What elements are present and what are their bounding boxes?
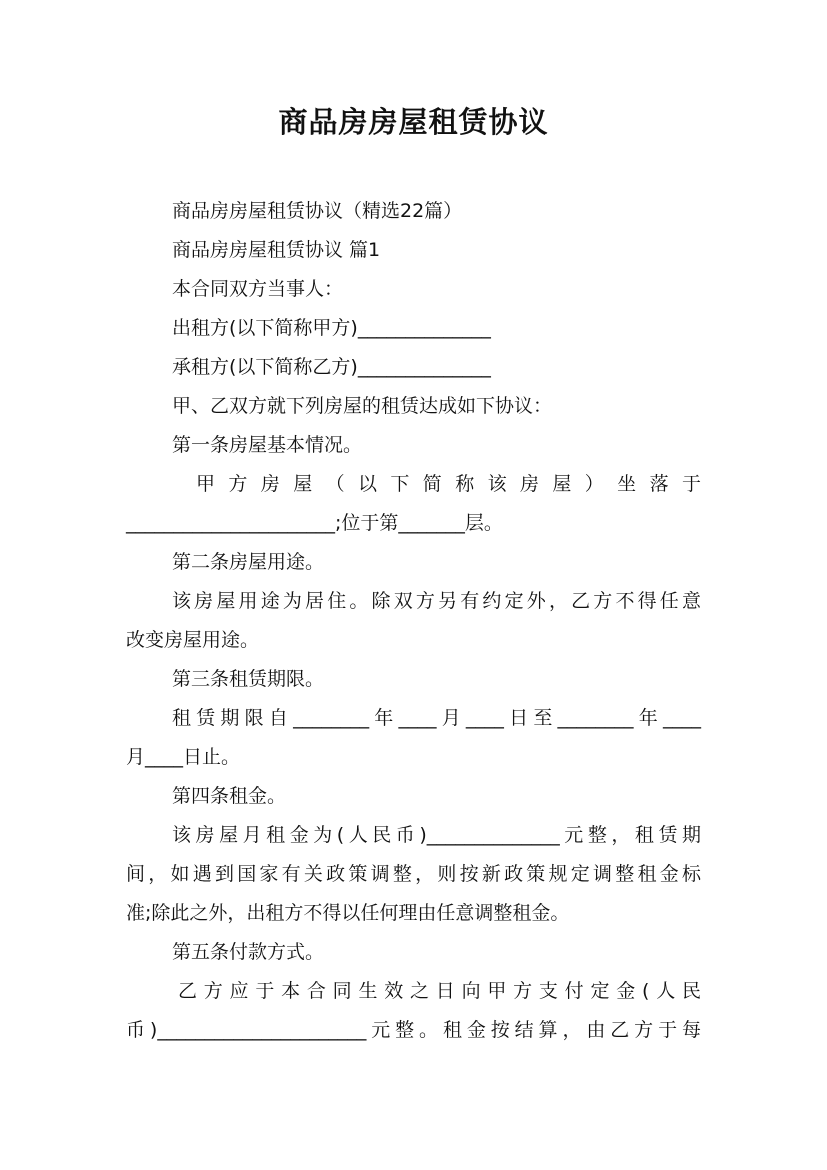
paragraph-line: 第二条房屋用途。	[172, 551, 325, 573]
document-title: 商品房房屋租赁协议	[278, 105, 549, 139]
paragraph-line: 乙方应于本合同生效之日向甲方支付定金(人民	[178, 980, 701, 1002]
paragraph-line: 币)______________________元整。租金按结算，由乙方于每	[126, 1019, 701, 1041]
paragraph-line: 该房屋月租金为(人民币)______________元整，租赁期	[172, 824, 701, 846]
paragraph-line: 租赁期限自________年____月____日至________年____	[172, 707, 701, 729]
paragraph-line: 出租方(以下简称甲方)______________	[172, 317, 491, 339]
paragraph-line: 第三条租赁期限。	[172, 668, 325, 690]
paragraph-line: 承租方(以下简称乙方)______________	[172, 356, 491, 378]
paragraph-line: 准;除此之外，出租方不得以任何理由任意调整租金。	[126, 902, 570, 924]
paragraph-line: 第五条付款方式。	[172, 941, 325, 963]
paragraph-line: 甲、乙双方就下列房屋的租赁达成如下协议：	[172, 395, 553, 417]
paragraph-line: 商品房房屋租赁协议 篇1	[172, 239, 381, 261]
paragraph-line: 甲 方 房 屋 （ 以 下 简 称 该 房 屋 ） 坐 落 于	[196, 473, 701, 495]
paragraph-line: 该房屋用途为居住。除双方另有约定外，乙方不得任意	[172, 590, 701, 612]
paragraph-line: 月____日止。	[126, 746, 241, 768]
paragraph-line: 本合同双方当事人：	[172, 278, 344, 300]
paragraph-line: 第一条房屋基本情况。	[172, 434, 363, 456]
paragraph-line: 间，如遇到国家有关政策调整，则按新政策规定调整租金标	[126, 863, 701, 885]
paragraph-line: ______________________;位于第_______层。	[126, 512, 503, 534]
paragraph-line: 商品房房屋租赁协议（精选22篇）	[172, 200, 463, 222]
paragraph-line: 第四条租金。	[172, 785, 287, 807]
paragraph-line: 改变房屋用途。	[126, 629, 260, 651]
